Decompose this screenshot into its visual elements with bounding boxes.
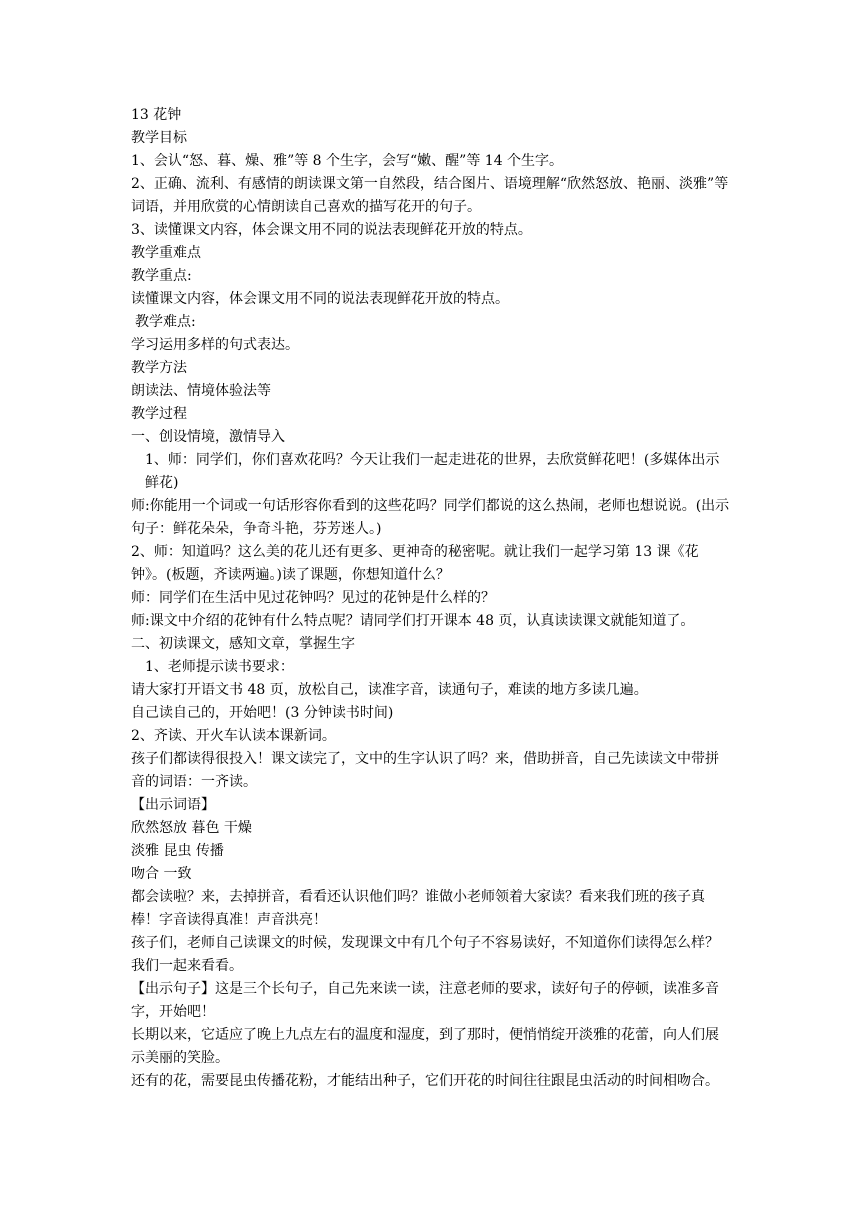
paragraph: 2、齐读、开火车认读本课新词。 — [131, 728, 336, 744]
vocab-heading: 【出示词语】 — [131, 797, 215, 813]
paragraph: 师:你能用一个词或一句话形容你看到的这些花吗？同学们都说的这么热闹，老师也想说说。(出示句子：鲜花朵朵，争奇斗艳，芬芳迷人。) — [131, 498, 730, 537]
paragraph: 孩子们，老师自己读课文的时候，发现课文中有几个句子不容易读好，不知道你们读得怎么样？我们一起来看看。 — [131, 935, 719, 974]
paragraph: 师：同学们在生活中见过花钟吗？见过的花钟是什么样的？ — [131, 590, 495, 606]
section-heading-goals: 教学目标 — [131, 130, 187, 146]
paragraph: 师:课文中介绍的花钟有什么特点呢？请同学们打开课本 48 页，认真读读课文就能知道了。 — [131, 613, 695, 629]
lesson-title: 13 花钟 — [131, 107, 182, 123]
vocab-row: 欣然怒放 暮色 干燥 — [131, 820, 252, 836]
paragraph: 都会读啦？来，去掉拼音，看看还认识他们吗？谁做小老师领着大家读？看来我们班的孩子真棒！字音读得真准！声音洪亮！ — [131, 889, 705, 928]
vocab-row: 吻合 一致 — [131, 866, 192, 882]
vocab-row: 淡雅 昆虫 传播 — [131, 843, 224, 859]
subheading-difficulty: 教学难点: — [135, 314, 196, 330]
paragraph: 孩子们都读得很投入！课文读完了，文中的生字认识了吗？来，借助拼音，自己先读读文中带拼音的词语：一齐读。 — [131, 751, 719, 790]
goal-item-3: 3、读懂课文内容，体会课文用不同的说法表现鲜花开放的特点。 — [131, 222, 532, 238]
process-step-2-heading: 二、初读课文，感知文章，掌握生字 — [131, 636, 355, 652]
paragraph: 1、老师提示读书要求： — [145, 659, 294, 675]
paragraph: 2、师：知道吗？这么美的花儿还有更多、更神奇的秘密呢。就让我们一起学习第 13 课《花钟》。(板题，齐读两遍。)读了课题，你想知道什么？ — [131, 544, 699, 583]
document-page — [131, 104, 731, 1093]
section-heading-methods: 教学方法 — [131, 360, 187, 376]
goal-item-2: 2、正确、流利、有感情的朗读课文第一自然段，结合图片、语境理解“欣然怒放、艳丽、淡雅”等词语，并用欣赏的心情朗读自己喜欢的描写花开的句子。 — [131, 176, 729, 215]
section-heading-key-points: 教学重难点 — [131, 245, 201, 261]
paragraph: 自己读自己的，开始吧！(3 分钟读书时间) — [131, 705, 394, 721]
paragraph: 还有的花，需要昆虫传播花粉，才能结出种子，它们开花的时间往往跟昆虫活动的时间相吻合。 — [131, 1073, 719, 1089]
subheading-key-point: 教学重点: — [131, 268, 192, 284]
paragraph: 请大家打开语文书 48 页，放松自己，读准字音，读通句子，难读的地方多读几遍。 — [131, 682, 648, 698]
methods-text: 朗读法、情境体验法等 — [131, 383, 271, 399]
goal-item-1: 1、会认“怒、暮、燥、雅”等 8 个生字，会写“嫩、醒”等 14 个生字。 — [131, 153, 564, 169]
section-heading-process: 教学过程 — [131, 406, 187, 422]
paragraph: 1、师：同学们，你们喜欢花吗？今天让我们一起走进花的世界，去欣赏鲜花吧！(多媒体出示鲜花) — [145, 452, 720, 491]
key-point-text: 读懂课文内容，体会课文用不同的说法表现鲜花开放的特点。 — [131, 291, 509, 307]
paragraph: 【出示句子】这是三个长句子，自己先来读一读，注意老师的要求，读好句子的停顿，读准多音字，开始吧！ — [131, 981, 719, 1020]
difficulty-text: 学习运用多样的句式表达。 — [131, 337, 299, 353]
process-step-1-heading: 一、创设情境，激情导入 — [131, 429, 285, 445]
paragraph: 长期以来，它适应了晚上九点左右的温度和湿度，到了那时，便悄悄绽开淡雅的花蕾，向人们展示美丽的笑脸。 — [131, 1027, 719, 1066]
